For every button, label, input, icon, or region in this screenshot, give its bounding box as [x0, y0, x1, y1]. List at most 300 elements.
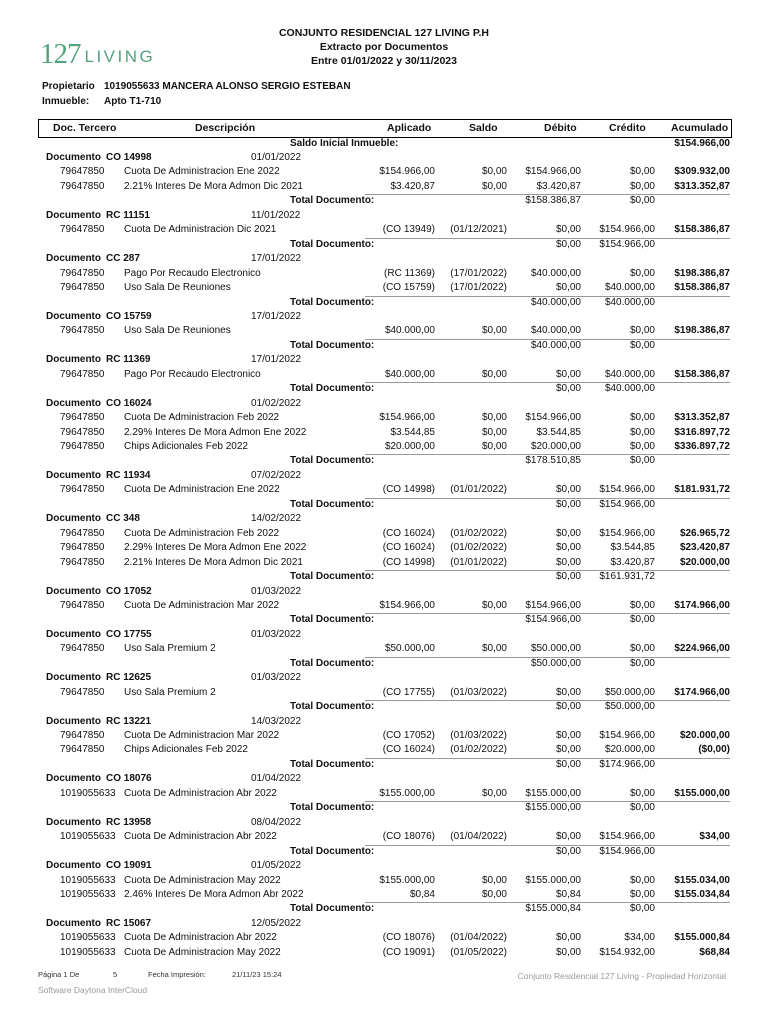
document-header-row: [0, 513, 768, 527]
cell-aplicado: $154.966,00: [379, 599, 435, 611]
document-code: CO 19091: [106, 860, 152, 872]
total-credito: $50.000,00: [604, 701, 655, 713]
cell-tercero: 79647850: [60, 267, 105, 279]
cell-aplicado: (CO 14998): [382, 484, 435, 496]
table-row: [0, 788, 768, 802]
document-date: 01/01/2022: [251, 152, 302, 163]
cell-aplicado: $0,84: [409, 888, 435, 900]
cell-debito: $0,00: [555, 484, 581, 496]
document-header-row: [0, 860, 768, 874]
cell-saldo: (01/02/2022): [450, 527, 507, 539]
cell-tercero: 79647850: [60, 166, 105, 178]
cell-tercero: 1019055633: [60, 888, 116, 900]
document-total-row: [0, 571, 768, 585]
table-row: [0, 600, 768, 614]
cell-credito: $40.000,00: [604, 368, 655, 380]
document-date: 17/01/2022: [251, 354, 302, 366]
total-label: Total Documento:: [290, 498, 375, 510]
total-debito: $178.510,85: [525, 455, 581, 467]
document-date: 01/05/2022: [251, 860, 302, 872]
cell-credito: $154.966,00: [599, 484, 655, 496]
table-row: [0, 947, 768, 961]
logo-word: LIVING: [84, 47, 156, 66]
cell-saldo: (01/04/2022): [450, 932, 507, 944]
cell-aplicado: (CO 13949): [382, 224, 435, 236]
propietario-value: 1019055633 MANCERA ALONSO SERGIO ESTEBAN: [104, 81, 351, 92]
total-debito: $0,00: [555, 571, 581, 583]
cell-acumulado: $198.386,87: [674, 267, 730, 279]
cell-saldo: $0,00: [481, 368, 507, 380]
document-total-row: [0, 614, 768, 628]
table-row: [0, 932, 768, 946]
cell-saldo: (01/05/2022): [450, 946, 507, 958]
document-code: RC 12625: [106, 672, 152, 684]
total-credito: $154.966,00: [599, 498, 655, 510]
cell-debito: $0,00: [555, 831, 581, 843]
inmueble-value: Apto T1-710: [104, 96, 162, 107]
cell-saldo: (01/03/2022): [450, 730, 507, 741]
cell-descripcion: Uso Sala De Reuniones: [124, 325, 231, 337]
cell-descripcion: Cuota De Administracion Abr 2022: [124, 932, 277, 944]
cell-aplicado: (CO 18076): [382, 831, 435, 843]
page-label: Página 1 De: [38, 970, 80, 979]
cell-acumulado: $336.897,72: [674, 441, 730, 452]
report-period: Entre 01/01/2022 y 30/11/2023: [311, 55, 457, 67]
total-debito: $0,00: [555, 383, 581, 395]
cell-tercero: 79647850: [60, 180, 105, 192]
document-date: 01/03/2022: [251, 628, 302, 640]
documento-label: Documento: [46, 397, 101, 409]
document-header-row: [0, 253, 768, 267]
cell-acumulado: $174.966,00: [674, 686, 730, 698]
document-header-row: [0, 918, 768, 932]
cell-credito: $34,00: [624, 932, 655, 944]
cell-descripcion: Uso Sala Premium 2: [124, 643, 216, 655]
cell-debito: $154.966,00: [525, 166, 581, 178]
cell-debito: $0,00: [555, 542, 581, 554]
total-label: Total Documento:: [290, 845, 375, 857]
cell-credito: $154.966,00: [599, 224, 655, 236]
document-date: 07/02/2022: [251, 469, 302, 481]
cell-aplicado: (CO 19091): [382, 946, 435, 958]
total-debito: $0,00: [555, 701, 581, 713]
cell-descripcion: Cuota De Administracion Feb 2022: [124, 412, 280, 424]
cell-tercero: 79647850: [60, 730, 105, 741]
cell-tercero: 79647850: [60, 744, 105, 756]
cell-saldo: $0,00: [481, 325, 507, 337]
col-descripcion: Descripción: [195, 122, 256, 134]
table-header: [38, 119, 732, 138]
cell-saldo: (17/01/2022): [450, 267, 507, 279]
total-debito: $0,00: [555, 498, 581, 510]
cell-aplicado: (CO 16024): [382, 542, 435, 554]
total-credito: $40.000,00: [604, 383, 655, 395]
total-label: Total Documento:: [290, 238, 375, 250]
total-debito: $154.966,00: [525, 614, 581, 626]
total-label: Total Documento:: [290, 758, 375, 770]
table-row: [0, 831, 768, 845]
col-debito: Débito: [544, 122, 577, 134]
cell-saldo: (01/12/2021): [450, 224, 507, 236]
table-row: [0, 643, 768, 657]
cell-descripcion: Chips Adicionales Feb 2022: [124, 744, 248, 756]
cell-acumulado: $309.932,00: [674, 166, 730, 178]
total-debito: $50.000,00: [530, 657, 581, 669]
cell-descripcion: Uso Sala De Reuniones: [124, 282, 231, 294]
document-header-row: [0, 716, 768, 730]
cell-tercero: 79647850: [60, 643, 105, 655]
documento-label: Documento: [46, 628, 101, 640]
total-label: Total Documento:: [290, 571, 375, 583]
total-label: Total Documento:: [290, 339, 375, 351]
cell-saldo: (17/01/2022): [450, 282, 507, 294]
cell-saldo: $0,00: [481, 412, 507, 424]
cell-credito: $3.420,87: [610, 556, 655, 568]
cell-tercero: 79647850: [60, 542, 105, 554]
cell-acumulado: $155.000,84: [674, 932, 730, 944]
total-debito: $0,00: [555, 238, 581, 250]
total-credito: $0,00: [629, 657, 655, 669]
cell-acumulado: $198.386,87: [674, 325, 730, 337]
table-row: [0, 875, 768, 889]
document-header-row: [0, 470, 768, 484]
cell-descripcion: Chips Adicionales Feb 2022: [124, 441, 248, 452]
cell-credito: $0,00: [629, 643, 655, 655]
propietario-label: Propietario: [42, 81, 95, 92]
cell-acumulado: $174.966,00: [674, 599, 730, 611]
document-header-row: [0, 629, 768, 643]
document-code: CC 348: [106, 513, 140, 525]
table-row: [0, 889, 768, 903]
cell-debito: $0,00: [555, 730, 581, 741]
total-label: Total Documento:: [290, 195, 375, 207]
cell-acumulado: $158.386,87: [674, 368, 730, 380]
table-row: [0, 441, 768, 455]
documento-label: Documento: [46, 773, 101, 785]
document-date: 17/01/2022: [251, 253, 302, 265]
total-credito: $154.966,00: [599, 845, 655, 857]
cell-descripcion: Cuota De Administracion Abr 2022: [124, 831, 277, 843]
document-header-row: [0, 152, 768, 166]
cell-tercero: 79647850: [60, 325, 105, 337]
cell-acumulado: $313.352,87: [674, 412, 730, 424]
cell-saldo: $0,00: [481, 180, 507, 192]
cell-descripcion: Cuota De Administracion Ene 2022: [124, 166, 280, 178]
document-date: 14/03/2022: [251, 715, 302, 727]
cell-aplicado: (CO 15759): [382, 282, 435, 294]
cell-acumulado: $158.386,87: [674, 282, 730, 294]
report-title: CONJUNTO RESIDENCIAL 127 LIVING P.H: [278, 27, 490, 39]
cell-descripcion: Cuota De Administracion Feb 2022: [124, 527, 280, 539]
cell-descripcion: Cuota De Administracion May 2022: [124, 874, 281, 886]
total-credito: $174.966,00: [599, 758, 655, 770]
total-debito: $155.000,84: [525, 903, 581, 915]
documento-label: Documento: [46, 917, 101, 929]
cell-aplicado: (CO 17755): [382, 686, 435, 698]
cell-saldo: $0,00: [481, 787, 507, 799]
document-date: 08/04/2022: [251, 816, 302, 828]
table-row: [0, 369, 768, 383]
cell-descripcion: 2.46% Interes De Mora Admon Abr 2022: [124, 888, 304, 900]
document-total-row: [0, 759, 768, 773]
cell-debito: $0,00: [555, 556, 581, 568]
cell-credito: $0,00: [629, 166, 655, 178]
table-row: [0, 181, 768, 195]
cell-descripcion: Uso Sala Premium 2: [124, 686, 216, 698]
table-row: [0, 542, 768, 556]
table-row: [0, 528, 768, 542]
total-credito: $0,00: [629, 903, 655, 915]
document-code: CO 17052: [106, 585, 152, 597]
cell-debito: $154.966,00: [525, 412, 581, 424]
logo-number: 127: [40, 38, 81, 70]
cell-debito: $20.000,00: [530, 441, 581, 452]
document-total-row: [0, 455, 768, 469]
cell-aplicado: $40.000,00: [384, 368, 435, 380]
document-header-row: [0, 354, 768, 368]
cell-saldo: (01/04/2022): [450, 831, 507, 843]
cell-debito: $0,00: [555, 686, 581, 698]
documento-label: Documento: [46, 152, 101, 163]
cell-aplicado: $3.420,87: [390, 180, 435, 192]
cell-descripcion: Pago Por Recaudo Electronico: [124, 368, 261, 380]
document-header-row: [0, 672, 768, 686]
cell-acumulado: ($0,00): [698, 744, 730, 756]
document-code: CO 18076: [106, 773, 152, 785]
cell-aplicado: (RC 11369): [384, 267, 435, 279]
document-header-row: [0, 398, 768, 412]
cell-saldo: $0,00: [481, 441, 507, 452]
report-subtitle: Extracto por Documentos: [319, 41, 449, 53]
documento-label: Documento: [46, 310, 101, 322]
col-doc-tercero: Doc. Tercero: [53, 122, 117, 134]
document-code: RC 13221: [106, 715, 152, 727]
owner-row: [42, 81, 351, 92]
cell-tercero: 1019055633: [60, 787, 116, 799]
cell-tercero: 79647850: [60, 426, 105, 438]
cell-tercero: 79647850: [60, 412, 105, 424]
cell-debito: $50.000,00: [530, 643, 581, 655]
cell-debito: $0,00: [555, 368, 581, 380]
cell-descripcion: 2.21% Interes De Mora Admon Dic 2021: [124, 180, 303, 192]
cell-debito: $0,84: [555, 888, 581, 900]
cell-credito: $154.966,00: [599, 831, 655, 843]
cell-debito: $0,00: [555, 224, 581, 236]
total-label: Total Documento:: [290, 903, 375, 915]
table-row: [0, 427, 768, 441]
cell-credito: $0,00: [629, 599, 655, 611]
documento-label: Documento: [46, 715, 101, 727]
document-date: 01/03/2022: [251, 585, 302, 597]
documento-label: Documento: [46, 672, 101, 684]
cell-tercero: 1019055633: [60, 874, 116, 886]
document-code: RC 11151: [106, 209, 150, 221]
cell-aplicado: (CO 16024): [382, 744, 435, 756]
documento-label: Documento: [46, 209, 101, 221]
saldo-inicial-label: Saldo Inicial Inmueble:: [290, 138, 399, 149]
cell-acumulado: $34,00: [699, 831, 730, 843]
cell-credito: $50.000,00: [604, 686, 655, 698]
document-header-row: [0, 311, 768, 325]
col-acumulado: Acumulado: [671, 122, 729, 134]
print-date-label: Fecha Impresión:: [148, 970, 206, 979]
cell-debito: $40.000,00: [530, 325, 581, 337]
document-date: 01/03/2022: [251, 672, 302, 684]
total-debito: $40.000,00: [530, 296, 581, 308]
total-label: Total Documento:: [290, 614, 375, 626]
table-row: [0, 224, 768, 238]
table-row: [0, 730, 768, 744]
table-row: [0, 412, 768, 426]
cell-credito: $0,00: [629, 325, 655, 337]
documento-label: Documento: [46, 585, 101, 597]
cell-descripcion: 2.29% Interes De Mora Admon Ene 2022: [124, 542, 307, 554]
cell-debito: $3.544,85: [536, 426, 581, 438]
document-total-row: [0, 903, 768, 917]
document-date: 01/02/2022: [251, 397, 302, 409]
total-credito: $0,00: [629, 802, 655, 814]
total-label: Total Documento:: [290, 657, 375, 669]
cell-credito: $0,00: [629, 180, 655, 192]
software-credit: Software Daytona InterCloud: [38, 985, 148, 995]
total-label: Total Documento:: [290, 455, 375, 467]
cell-acumulado: $20.000,00: [679, 730, 730, 741]
cell-descripcion: Cuota De Administracion Dic 2021: [124, 224, 277, 236]
cell-descripcion: Cuota De Administracion Abr 2022: [124, 787, 277, 799]
total-debito: $0,00: [555, 758, 581, 770]
document-total-row: [0, 658, 768, 672]
document-code: CO 17755: [106, 628, 152, 640]
table-row: [0, 687, 768, 701]
cell-credito: $40.000,00: [604, 282, 655, 294]
cell-credito: $154.966,00: [599, 730, 655, 741]
cell-aplicado: $155.000,00: [379, 874, 435, 886]
cell-saldo: (01/02/2022): [450, 744, 507, 756]
cell-saldo: $0,00: [481, 426, 507, 438]
cell-debito: $155.000,00: [525, 874, 581, 886]
documento-label: Documento: [46, 513, 101, 525]
cell-credito: $0,00: [629, 787, 655, 799]
col-saldo: Saldo: [469, 122, 498, 134]
total-debito: $40.000,00: [530, 339, 581, 351]
cell-credito: $0,00: [629, 888, 655, 900]
cell-tercero: 1019055633: [60, 932, 116, 944]
cell-saldo: (01/01/2022): [450, 556, 507, 568]
document-total-row: [0, 383, 768, 397]
document-total-row: [0, 195, 768, 209]
cell-debito: $155.000,00: [525, 787, 581, 799]
cell-tercero: 1019055633: [60, 946, 116, 958]
cell-debito: $0,00: [555, 932, 581, 944]
document-total-row: [0, 340, 768, 354]
cell-debito: $0,00: [555, 744, 581, 756]
cell-saldo: $0,00: [481, 874, 507, 886]
cell-saldo: $0,00: [481, 166, 507, 178]
document-code: CO 16024: [106, 397, 152, 409]
document-total-row: [0, 297, 768, 311]
cell-debito: $154.966,00: [525, 599, 581, 611]
total-credito: $0,00: [629, 339, 655, 351]
cell-credito: $0,00: [629, 441, 655, 452]
col-credito: Crédito: [609, 122, 646, 134]
cell-saldo: $0,00: [481, 599, 507, 611]
cell-credito: $0,00: [629, 426, 655, 438]
table-row: [0, 282, 768, 296]
total-label: Total Documento:: [290, 383, 375, 395]
cell-aplicado: (CO 16024): [382, 527, 435, 539]
total-credito: $154.966,00: [599, 238, 655, 250]
cell-aplicado: $50.000,00: [384, 643, 435, 655]
total-label: Total Documento:: [290, 701, 375, 713]
document-code: CC 287: [106, 253, 140, 265]
documento-label: Documento: [46, 354, 101, 366]
total-debito: $158.386,87: [525, 195, 581, 207]
property-row: [42, 96, 161, 107]
cell-tercero: 79647850: [60, 368, 105, 380]
document-date: 14/02/2022: [251, 513, 302, 525]
cell-aplicado: $155.000,00: [379, 787, 435, 799]
table-row: [0, 557, 768, 571]
total-debito: $0,00: [555, 845, 581, 857]
cell-tercero: 79647850: [60, 441, 105, 452]
document-total-row: [0, 802, 768, 816]
documento-label: Documento: [46, 816, 101, 828]
document-code: RC 13958: [106, 816, 152, 828]
cell-credito: $20.000,00: [604, 744, 655, 756]
saldo-inicial-row: [0, 138, 768, 152]
document-total-row: [0, 499, 768, 513]
cell-aplicado: $154.966,00: [379, 166, 435, 178]
cell-acumulado: $23.420,87: [679, 542, 730, 554]
cell-aplicado: $154.966,00: [379, 412, 435, 424]
cell-credito: $154.932,00: [599, 946, 655, 958]
total-label: Total Documento:: [290, 296, 375, 308]
document-total-row: [0, 239, 768, 253]
page-total: 5: [113, 970, 118, 979]
cell-acumulado: $155.000,00: [674, 787, 730, 799]
col-aplicado: Aplicado: [387, 122, 432, 134]
cell-saldo: $0,00: [481, 643, 507, 655]
document-header-row: [0, 817, 768, 831]
document-date: 12/05/2022: [251, 917, 302, 929]
document-date: 11/01/2022: [251, 209, 301, 221]
cell-debito: $0,00: [555, 527, 581, 539]
document-date: 01/04/2022: [251, 773, 302, 785]
total-credito: $0,00: [629, 455, 655, 467]
document-total-row: [0, 701, 768, 715]
cell-aplicado: (CO 14998): [382, 556, 435, 568]
cell-tercero: 1019055633: [60, 831, 116, 843]
table-row: [0, 744, 768, 758]
total-credito: $0,00: [629, 195, 655, 207]
document-code: CO 14998: [106, 152, 152, 163]
cell-acumulado: $224.966,00: [674, 643, 730, 655]
table-row: [0, 325, 768, 339]
document-code: RC 11934: [106, 469, 151, 481]
cell-descripcion: Cuota De Administracion May 2022: [124, 946, 281, 958]
saldo-inicial-value: $154.966,00: [674, 138, 730, 149]
total-label: Total Documento:: [290, 802, 375, 814]
footer-company: Conjunto Residencial 127 Living - Propiedad Horizontal: [517, 971, 726, 981]
print-date-value: 21/11/23 15:24: [232, 970, 282, 979]
table-row: [0, 166, 768, 180]
total-credito: $40.000,00: [604, 296, 655, 308]
documento-label: Documento: [46, 469, 101, 481]
cell-tercero: 79647850: [60, 556, 105, 568]
cell-descripcion: Cuota De Administracion Mar 2022: [124, 599, 280, 611]
cell-tercero: 79647850: [60, 527, 105, 539]
cell-saldo: (01/01/2022): [450, 484, 507, 496]
